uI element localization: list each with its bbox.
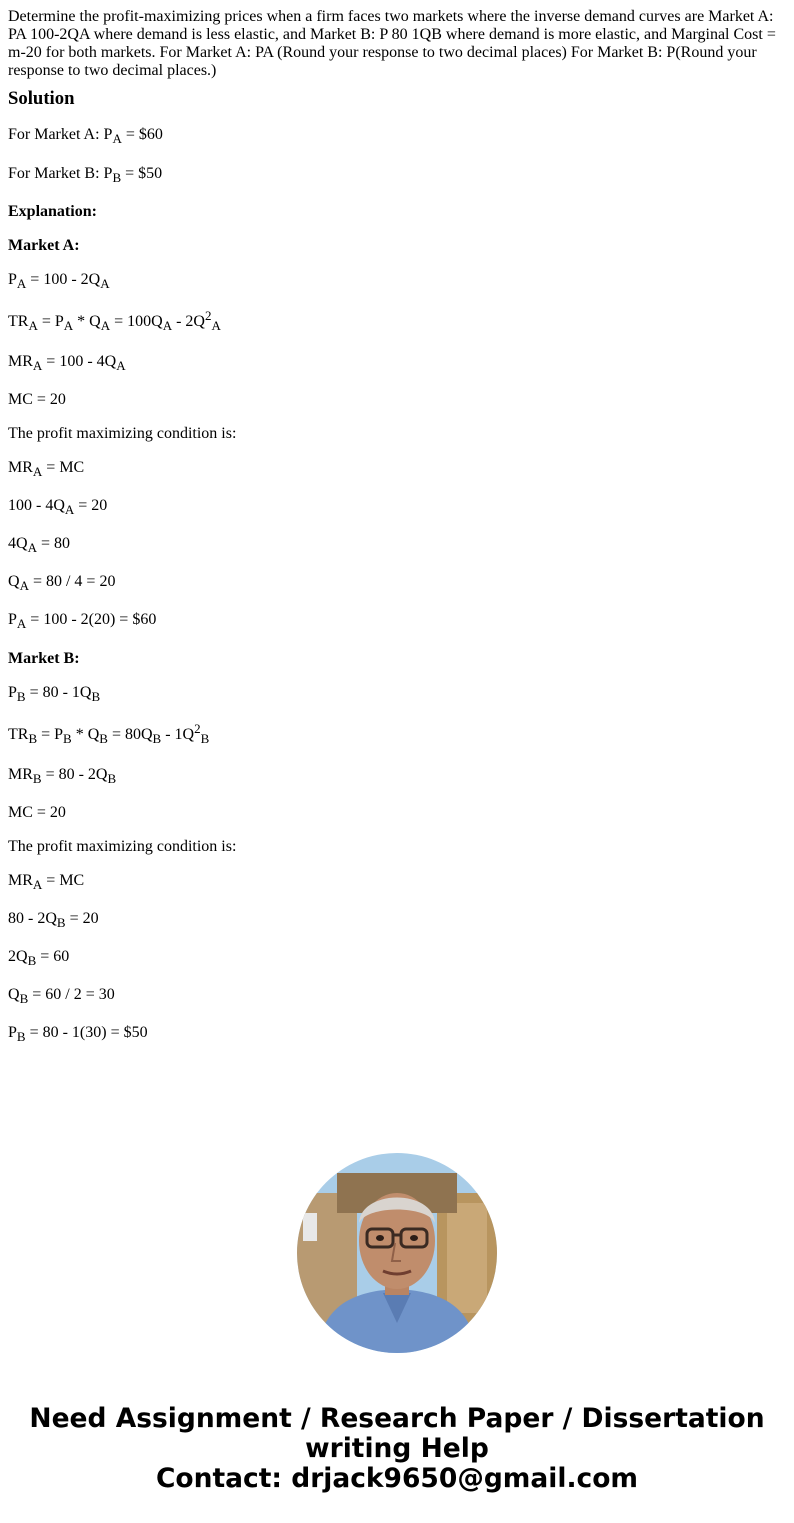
market-a-marginal-cost: MC = 20 [8, 391, 66, 408]
market-a-eq4: $Q_A = 80 / 4 = 20$ [8, 573, 116, 593]
market-b-demand: $P_B = 80 - 1Q_B$ [8, 684, 101, 704]
market-a-eq5: $P_A = 100 - 2(20)$ = $60 [8, 611, 157, 631]
banner-line-1: Need Assignment / Research Paper / Dissertation [29, 1403, 765, 1434]
market-b-eq5: $P_B = 80 - 1(30)$ = $50 [8, 1024, 148, 1044]
market-b-heading: Market B: [8, 650, 80, 667]
market-a-demand: $P_A = 100 - 2Q_A$ [8, 271, 110, 291]
author-photo [297, 1153, 497, 1353]
document-body [8, 8, 786, 1042]
market-b-marginal-revenue: $MR_B = 80 - 2Q_B$ [8, 766, 117, 786]
market-b-eq1: $MR_A$ = MC [8, 872, 85, 892]
market-a-marginal-revenue: $MR_A = 100 - 4Q_A$ [8, 353, 126, 373]
banner-contact-line: Contact: drjack9650@gmail.com [155, 1463, 639, 1494]
explanation-heading: Explanation: [8, 203, 97, 220]
question-text: Determine the profit-maximizing prices when a firm faces two markets where the inverse demand curves are Market A: PA 100-2QA where demand is less elastic, and Market B: P 80 1QB where demand is more elastic, and Marginal Cost = m-20 for both markets. For Market A: PA (Round your response to two decimal places) For Market B: P(Round your response to two decimal places.) [8, 8, 776, 79]
answer-market-a: For Market A: $P_A$ = $60 [8, 126, 163, 146]
contact-banner [0, 1404, 794, 1494]
market-b-eq4: $Q_B = 60 / 2 = 30$ [8, 986, 115, 1006]
market-a-eq3: $4Q_A = 80$ [8, 535, 70, 555]
market-a-total-revenue: $TR_A = P_A * Q_A = 100Q_A - 2Q^2_A$ [8, 308, 221, 333]
banner-line-2: writing Help [305, 1433, 489, 1464]
market-b-marginal-cost: MC = 20 [8, 804, 66, 821]
market-a-eq2: $100 - 4Q_A = 20$ [8, 497, 108, 517]
answer-market-b: For Market B: $P_B$ = $50 [8, 165, 163, 185]
market-b-total-revenue: $TR_B = P_B * Q_B = 80Q_B - 1Q^2_B$ [8, 721, 210, 746]
market-b-condition: The profit maximizing condition is: [8, 838, 237, 855]
market-b-eq2: $80 - 2Q_B = 20$ [8, 910, 99, 930]
market-a-heading: Market A: [8, 237, 80, 254]
market-a-eq1: $MR_A$ = MC [8, 459, 85, 479]
solution-heading: Solution [8, 88, 75, 109]
market-b-eq3: $2Q_B = 60$ [8, 948, 70, 968]
market-a-condition: The profit maximizing condition is: [8, 425, 237, 442]
author-photo-image [297, 1153, 497, 1353]
